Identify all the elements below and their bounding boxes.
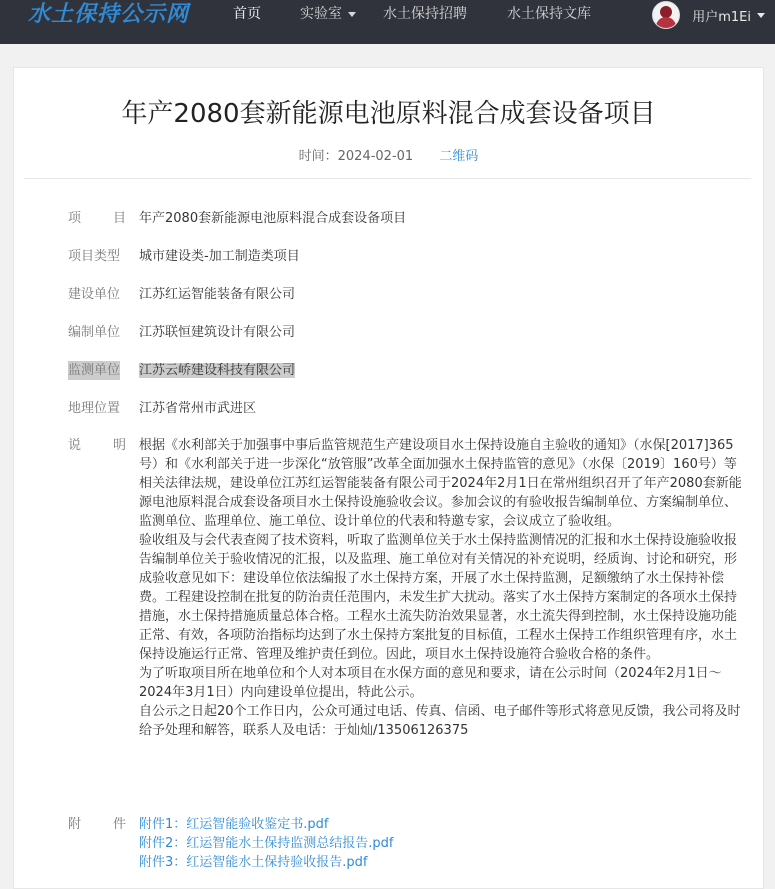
nav-item-home[interactable] (233, 0, 261, 30)
attachment-link[interactable]: 附件3：红运智能水土保持验收报告.pdf (139, 855, 368, 870)
field-label: 说 明 (68, 438, 126, 453)
article-card (13, 67, 764, 889)
top-navbar (0, 0, 775, 44)
attachment-link[interactable]: 附件2：红运智能水土保持监测总结报告.pdf (139, 836, 394, 851)
project-type-value: 城市建设类-加工制造类项目 (139, 249, 300, 264)
nav-item-lab[interactable] (300, 0, 356, 30)
nav-item-lab-label: 实验室 (300, 6, 342, 22)
description-text (139, 436, 745, 740)
nav-item-library-label: 水土保持文库 (507, 6, 591, 22)
chevron-down-icon (757, 13, 765, 18)
nav-item-home-label: 首页 (233, 6, 261, 22)
description-paragraph: 验收组及与会代表查阅了技术资料，听取了监测单位关于水土保持监测情况的汇报和水土保持设施验收报告编制单位关于验收情况的汇报，以及监理、施工单位对有关情况的补充说明，经质询、讨论和研究，形成验收意见如下：建设单位依法编报了水土保持方案，开展了水土保持监测，足额缴纳了水土保持补偿费。工程建设控制在批复的防治责任范围内，未发生扩大扰动。落实了水土保持方案制定的各项水土保持措施，水土保持措施质量总体合格。工程水土流失防治效果显著，水土流失得到控制，水土保持设施功能正常、有效，各项防治指标均达到了水土保持方案批复的目标值，工程水土保持工作组织管理有序，水土保持设施运行正常、管理及维护责任到位。因此，项目水土保持设施符合验收合格的条件。 (139, 533, 738, 662)
chevron-down-icon (348, 12, 356, 17)
time-label: 时间： (298, 149, 338, 164)
builder-value: 江苏红运智能装备有限公司 (139, 287, 296, 302)
compiler-value: 江苏联恒建筑设计有限公司 (139, 325, 296, 340)
nav-item-recruitment-label: 水土保持招聘 (383, 6, 467, 22)
field-label: 监测单位 (68, 363, 121, 378)
description-paragraph: 自公示之日起20个工作日内，公众可通过电话、传真、信函、电子邮件等形式将意见反馈，我公司将及时给予处理和解答，联系人及电话：于灿灿/13506126375 (139, 704, 741, 738)
monitor-value: 江苏云峤建设科技有限公司 (139, 363, 296, 378)
field-label: 项目类型 (68, 249, 121, 264)
article-meta (14, 145, 763, 164)
site-logo[interactable]: 水土保持公示网 (28, 2, 190, 27)
location-value: 江苏省常州市武进区 (139, 401, 257, 416)
field-label: 编制单位 (68, 325, 121, 340)
avatar (652, 1, 680, 29)
publish-date: 2024-02-01 (337, 149, 414, 164)
attachment-link[interactable]: 附件1：红运智能验收鉴定书.pdf (139, 817, 329, 832)
divider (24, 178, 751, 179)
description-paragraph: 为了听取项目所在地单位和个人对本项目在水保方面的意见和要求，请在公示时间（2024年2月1日～2024年3月1日）内向建设单位提出，特此公示。 (139, 666, 722, 700)
page-title: 年产2080套新能源电池原料混合成套设备项目 (121, 99, 656, 129)
attachment-list (139, 815, 745, 872)
field-label: 建设单位 (68, 287, 121, 302)
field-label: 附 件 (68, 817, 126, 832)
user-menu[interactable] (652, 0, 765, 30)
field-label: 项 目 (68, 211, 126, 226)
user-name: 用户m1Ei (692, 9, 751, 25)
qrcode-link[interactable]: 二维码 (439, 149, 479, 164)
project-name-value: 年产2080套新能源电池原料混合成套设备项目 (139, 211, 407, 226)
nav-item-recruitment[interactable] (383, 0, 467, 30)
description-paragraph: 根据《水利部关于加强事中事后监管规范生产建设项目水土保持设施自主验收的通知》（水保[2017]365号）和《水利部关于进一步深化“放管服”改革全面加强水土保持监管的意见》（水保〔2019〕160号）等相关法律法规，建设单位江苏红运智能装备有限公司于2024年2月1日在常州组织召开了年产2080套新能源电池原料混合成套设备项目水土保持设施验收会议。参加会议的有验收报告编制单位、方案编制单位、监测单位、监理单位、施工单位、设计单位的代表和特邀专家，会议成立了验收组。 (139, 438, 742, 529)
nav-item-library[interactable] (507, 0, 591, 30)
field-label: 地理位置 (68, 401, 121, 416)
